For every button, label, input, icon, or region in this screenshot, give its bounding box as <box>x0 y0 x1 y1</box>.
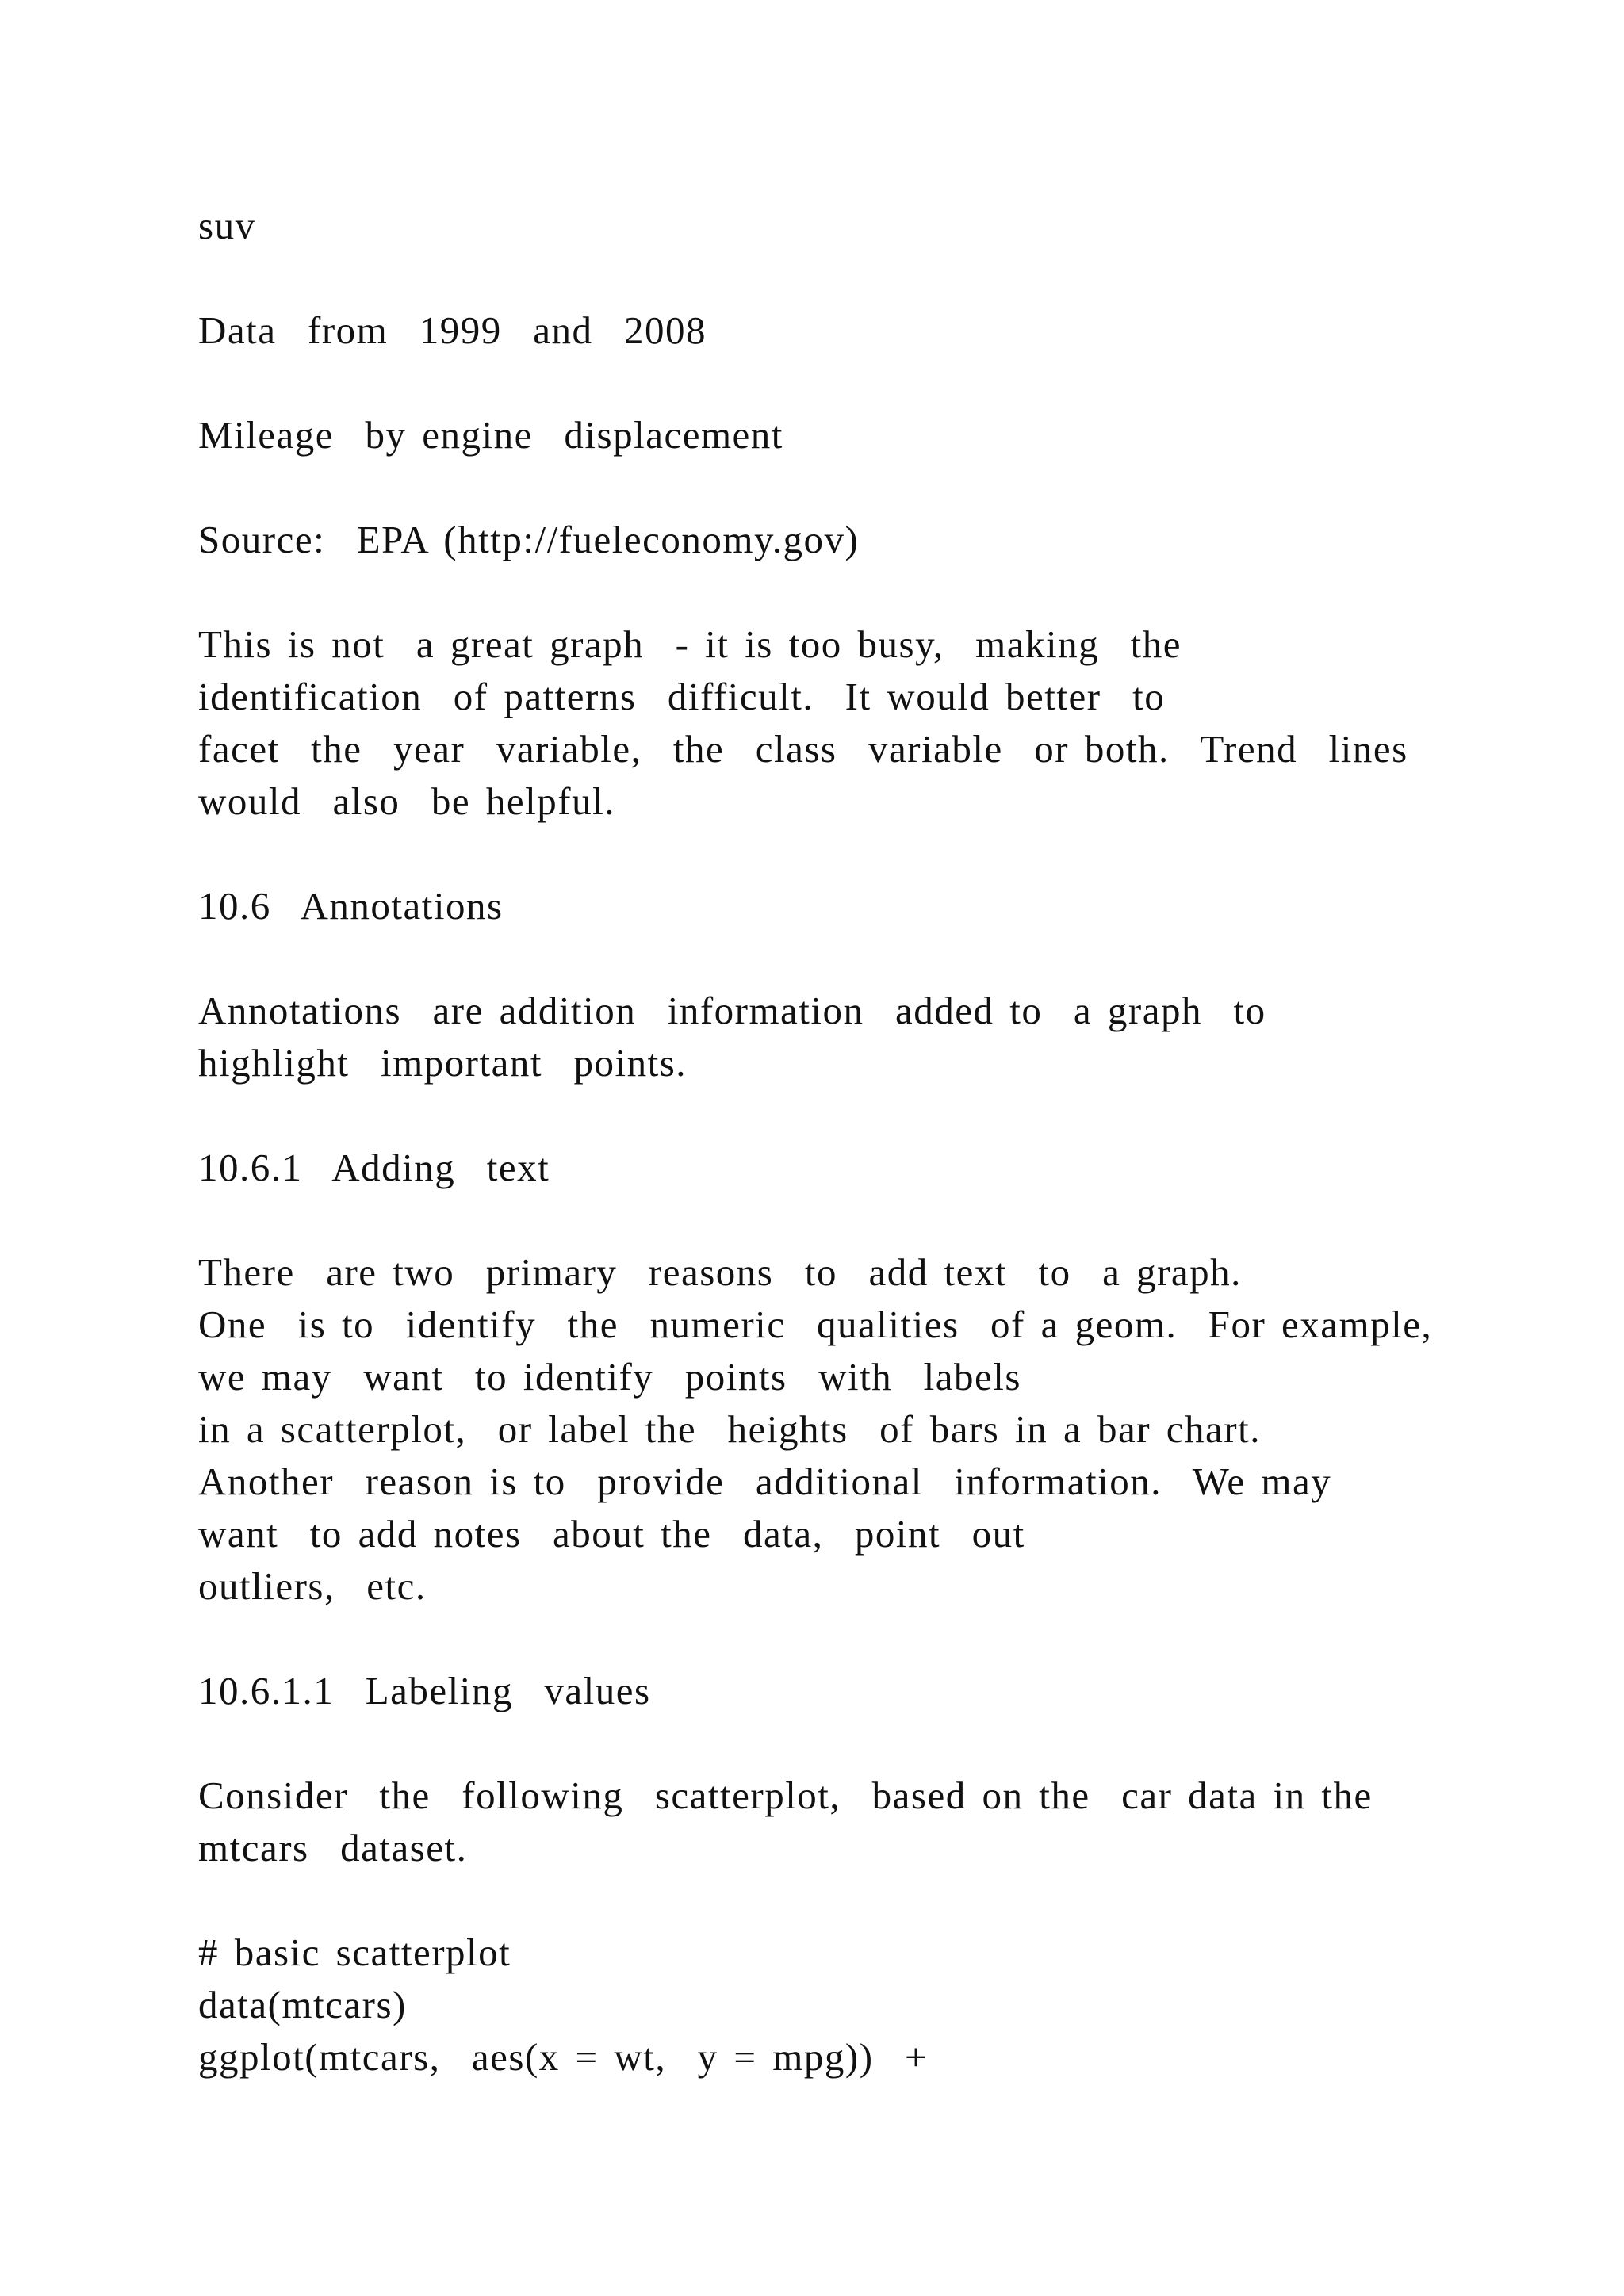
paragraph-line: would also be helpful. <box>198 779 615 823</box>
text-line-suv: suv <box>198 204 256 247</box>
code-line: ggplot(mtcars, aes(x = wt, y = mpg)) + <box>198 2035 929 2079</box>
paragraph-line: This is not a great graph - it is too busy, making the <box>198 622 1182 666</box>
paragraph-line: One is to identify the numeric qualities of a geom. For example, <box>198 1303 1433 1346</box>
section-heading-annotations: 10.6 Annotations <box>198 884 504 928</box>
paragraph-line: Consider the following scatterplot, based on the car data in the <box>198 1774 1373 1817</box>
paragraph-line: facet the year variable, the class variable or both. Trend lines <box>198 727 1408 771</box>
text-line-source: Source: EPA (http://fueleconomy.gov) <box>198 518 860 561</box>
paragraph-line: identification of patterns difficult. It would better to <box>198 675 1166 718</box>
code-line: # basic scatterplot <box>198 1931 511 1974</box>
paragraph-line: outliers, etc. <box>198 1564 427 1608</box>
paragraph-line: highlight important points. <box>198 1041 688 1085</box>
code-line: data(mtcars) <box>198 1983 407 2026</box>
paragraph-line: want to add notes about the data, point out <box>198 1512 1025 1556</box>
paragraph-line: Another reason is to provide additional information. We may <box>198 1460 1332 1503</box>
section-heading-adding-text: 10.6.1 Adding text <box>198 1146 550 1189</box>
paragraph-line: Annotations are addition information added to a graph to <box>198 989 1266 1032</box>
section-heading-labeling-values: 10.6.1.1 Labeling values <box>198 1669 651 1712</box>
paragraph-line: mtcars dataset. <box>198 1826 468 1869</box>
text-line-mileage: Mileage by engine displacement <box>198 413 783 457</box>
text-line-data-years: Data from 1999 and 2008 <box>198 308 707 352</box>
paragraph-line: in a scatterplot, or label the heights of bars in a bar chart. <box>198 1407 1261 1451</box>
paragraph-line: we may want to identify points with labels <box>198 1355 1021 1399</box>
paragraph-line: There are two primary reasons to add text to a graph. <box>198 1250 1242 1294</box>
